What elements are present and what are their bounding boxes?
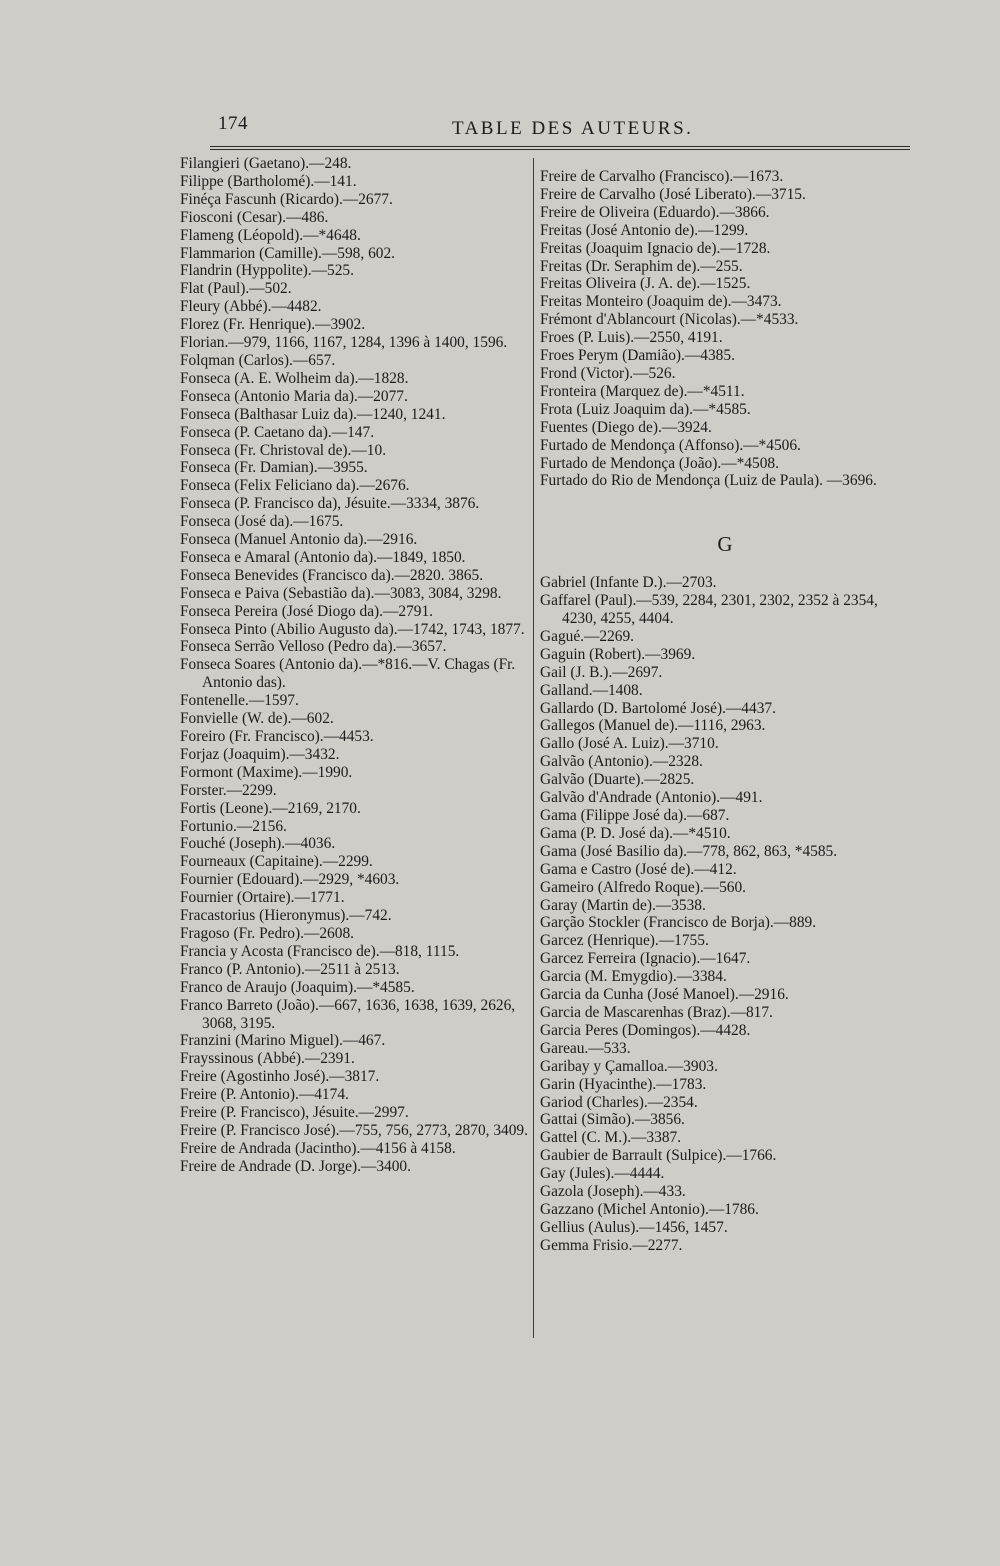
index-entry: Freire de Carvalho (Francisco).—1673. (540, 168, 784, 185)
index-entry: Formont (Maxime).—1990. (180, 763, 353, 781)
index-entry: Gaubier de Barrault (Sulpice).—1766. (540, 1147, 777, 1165)
index-entry: Franzini (Marino Miguel).—467. (180, 1032, 386, 1050)
index-entry: Garin (Hyacinthe).—1783. (540, 1075, 707, 1093)
index-entry: Freitas Monteiro (Joaquim de).—3473. (540, 293, 782, 311)
index-entry: Froes (P. Luis).—2550, 4191. (540, 329, 723, 347)
index-entry: Frayssinous (Abbé).—2391. (180, 1050, 355, 1068)
page-number: 174 (218, 113, 248, 134)
index-entry: Freitas Oliveira (J. A. de).—1525. (540, 275, 751, 293)
index-entry: Gaguin (Robert).—3969. (540, 645, 696, 663)
index-entry: Galvão (Antonio).—2328. (540, 753, 703, 771)
index-entry: Fonseca e Paiva (Sebastião da).—3083, 3084, 3298. (180, 584, 502, 602)
index-entry: Gallo (José A. Luiz).—3710. (540, 735, 719, 753)
index-entry: Fiosconi (Cesar).—486. (180, 208, 329, 226)
index-entry: Florian.—979, 1166, 1167, 1284, 1396 à 1400, 1596. (180, 334, 508, 352)
index-entry: Gemma Frisio.—2277. (540, 1236, 683, 1254)
index-entry: Fragoso (Fr. Pedro).—2608. (180, 924, 354, 942)
index-entry: Fouché (Joseph).—4036. (180, 835, 336, 853)
index-entry: Freire (P. Francisco José).—755, 756, 2773, 2870, 3409. (180, 1121, 528, 1139)
index-entry: Fortis (Leone).—2169, 2170. (180, 799, 361, 817)
index-entry: Gattel (C. M.).—3387. (540, 1129, 682, 1147)
index-entry: Freire (Agostinho José).—3817. (180, 1068, 380, 1086)
index-entry: Foreiro (Fr. Francisco).—4453. (180, 728, 374, 745)
index-entry: Freire de Carvalho (José Liberato).—3715. (540, 185, 806, 203)
index-entry: Garcia Peres (Domingos).—4428. (540, 1021, 751, 1039)
index-entry: Frond (Victor).—526. (540, 364, 676, 382)
index-entry: Garcia da Cunha (José Manoel).—2916. (540, 986, 789, 1004)
index-entry: Gama (P. D. José da).—*4510. (540, 824, 731, 842)
index-entry: Froes Perym (Damião).—4385. (540, 347, 735, 365)
index-entry: Florez (Fr. Henrique).—3902. (180, 316, 366, 334)
index-entry: Fonseca e Amaral (Antonio da).—1849, 1850. (180, 548, 466, 566)
index-entry: Gama e Castro (José de).—412. (540, 860, 737, 878)
index-entry: Freire de Andrada (Jacintho).—4156 à 4158. (180, 1139, 456, 1157)
index-entry: Garcez (Henrique).—1755. (540, 932, 709, 950)
index-entry: Fonseca (Manuel Antonio da).—2916. (180, 531, 418, 549)
index-entry: Fleury (Abbé).—4482. (180, 298, 322, 316)
index-entry: Garcez Ferreira (Ignacio).—1647. (540, 950, 751, 968)
index-entry: Fonseca (Balthasar Luiz da).—1240, 1241. (180, 405, 446, 423)
index-entry: Furtado de Mendonça (João).—*4508. (540, 454, 779, 472)
index-entry: Gama (José Basilio da).—778, 862, 863, *4585. (540, 842, 838, 860)
left-column (180, 155, 535, 1176)
index-entry: Furtado de Mendonça (Affonso).—*4506. (540, 436, 801, 454)
index-entry: Forjaz (Joaquim).—3432. (180, 745, 340, 763)
index-entry: Gazzano (Michel Antonio).—1786. (540, 1200, 759, 1218)
index-entry: Fonseca (A. E. Wolheim da).—1828. (180, 369, 409, 387)
index-entry: Franco Barreto (João).—667, 1636, 1638, 1639, 2626, 3068, 3195. (180, 996, 516, 1032)
index-entry: Fonseca (P. Francisco da), Jésuite.—3334, 3876. (180, 495, 480, 513)
index-entry: Fracastorius (Hieronymus).—742. (180, 907, 392, 925)
index-entry: Gagué.—2269. (540, 627, 635, 645)
index-entry: Fonseca Pereira (José Diogo da).—2791. (180, 602, 434, 620)
index-entry: Fournier (Edouard).—2929, *4603. (180, 871, 400, 889)
index-entry: Fonseca (Antonio Maria da).—2077. (180, 387, 408, 405)
index-entry: Garay (Martin de).—3538. (540, 896, 706, 914)
index-entry: Gama (Filippe José da).—687. (540, 807, 730, 824)
index-entry: Franco de Araujo (Joaquim).—*4585. (180, 978, 415, 996)
index-entry: Frota (Luiz Joaquim da).—*4585. (540, 400, 751, 418)
index-entry: Fonseca Soares (Antonio da).—*816.—V. Chagas (Fr. Antonio das). (180, 656, 516, 692)
index-entry: Freitas (Dr. Seraphim de).—255. (540, 257, 743, 275)
index-entry: Gellius (Aulus).—1456, 1457. (540, 1218, 728, 1236)
index-entry: Fortunio.—2156. (180, 817, 287, 835)
index-entry: Folqman (Carlos).—657. (180, 351, 336, 369)
running-title: TABLE DES AUTEURS. (452, 118, 694, 139)
index-entry: Fonseca (José da).—1675. (180, 513, 344, 531)
index-entry: Fonvielle (W. de).—602. (180, 710, 334, 728)
index-entry: Freitas (Joaquim Ignacio de).—1728. (540, 239, 771, 257)
index-entry: Gattai (Simão).—3856. (540, 1111, 685, 1129)
index-entry: Galland.—1408. (540, 681, 643, 699)
index-entry: Forster.—2299. (180, 781, 277, 799)
index-entry: Fonseca (Fr. Christoval de).—10. (180, 441, 387, 459)
index-entry: Freire de Oliveira (Eduardo).—3866. (540, 203, 770, 221)
index-entry: Fonseca (Felix Feliciano da).—2676. (180, 477, 410, 495)
index-entry: Gay (Jules).—4444. (540, 1165, 665, 1183)
index-entry: Fonseca Serrão Velloso (Pedro da).—3657. (180, 638, 447, 656)
index-entry: Flameng (Léopold).—*4648. (180, 226, 361, 244)
index-entry: Franco (P. Antonio).—2511 à 2513. (180, 960, 400, 978)
index-entry: Frémont d'Ablancourt (Nicolas).—*4533. (540, 311, 799, 329)
index-entry: Galvão (Duarte).—2825. (540, 771, 695, 789)
index-entry: Garcia (M. Emygdio).—3384. (540, 968, 727, 986)
index-entry: Freire de Andrade (D. Jorge).—3400. (180, 1157, 411, 1175)
index-entry: Freitas (José Antonio de).—1299. (540, 221, 749, 239)
index-entry: Fronteira (Marquez de).—*4511. (540, 382, 745, 400)
index-entry: Flandrin (Hyppolite).—525. (180, 262, 354, 280)
index-entry: Gabriel (Infante D.).—2703. (540, 574, 717, 592)
index-entry: Fournier (Ortaire).—1771. (180, 889, 345, 907)
index-entry: Galvão d'Andrade (Antonio).—491. (540, 789, 763, 807)
header-rule (210, 146, 910, 150)
index-entry: Gallegos (Manuel de).—1116, 2963. (540, 717, 766, 735)
index-entry: Finéça Fascunh (Ricardo).—2677. (180, 190, 393, 208)
index-entry: Gallardo (D. Bartolomé José).—4437. (540, 699, 776, 717)
index-entry: Freire (P. Francisco), Jésuite.—2997. (180, 1104, 409, 1122)
index-entry: Fuentes (Diego de).—3924. (540, 418, 712, 436)
index-entry: Freire (P. Antonio).—4174. (180, 1086, 349, 1104)
index-entry: Gail (J. B.).—2697. (540, 663, 663, 681)
index-entry: Flat (Paul).—502. (180, 280, 292, 298)
index-entry: Gariod (Charles).—2354. (540, 1093, 698, 1111)
index-entry: Filangieri (Gaetano).—248. (180, 155, 352, 172)
index-entry: Garibay y Çamalloa.—3903. (540, 1057, 718, 1075)
index-entry: Filippe (Bartholomé).—141. (180, 172, 357, 190)
index-entry: Fonseca (Fr. Damian).—3955. (180, 459, 368, 477)
index-entry: Gaffarel (Paul).—539, 2284, 2301, 2302, 2352 à 2354, 4230, 4255, 4404. (540, 592, 878, 628)
index-entry: Flammarion (Camille).—598, 602. (180, 244, 396, 262)
index-entry: Fonseca Pinto (Abilio Augusto da).—1742, 1743, 1877. (180, 620, 525, 638)
index-entry: Fonseca (P. Caetano da).—147. (180, 423, 375, 441)
index-entry: Fontenelle.—1597. (180, 692, 299, 710)
index-entry: Gameiro (Alfredo Roque).—560. (540, 878, 747, 896)
right-column-f-entries (540, 168, 910, 490)
section-letter: G (717, 532, 733, 557)
index-entry: Furtado do Rio de Mendonça (Luiz de Paula). —3696. (540, 472, 877, 490)
index-entry: Gareau.—533. (540, 1039, 631, 1057)
right-column (540, 168, 910, 1255)
index-entry: Garção Stockler (Francisco de Borja).—889. (540, 914, 817, 932)
index-entry: Francia y Acosta (Francisco de).—818, 1115. (180, 942, 460, 960)
index-entry: Fourneaux (Capitaine).—2299. (180, 853, 373, 871)
index-entry: Gazola (Joseph).—433. (540, 1183, 686, 1201)
index-entry: Garcia de Mascarenhas (Braz).—817. (540, 1003, 773, 1021)
index-entry: Fonseca Benevides (Francisco da).—2820. 3865. (180, 566, 484, 584)
right-column-g-entries (540, 574, 910, 1254)
